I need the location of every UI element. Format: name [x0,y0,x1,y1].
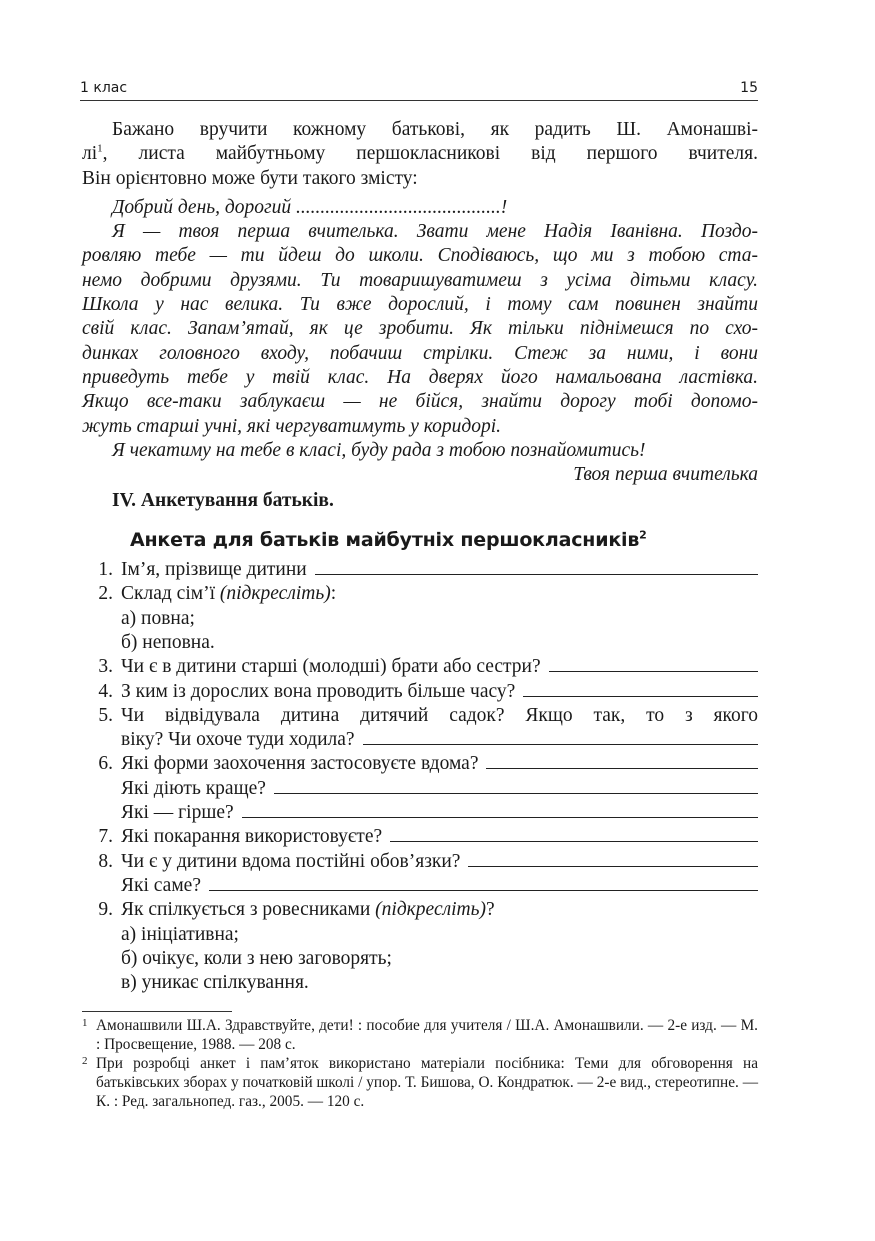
answer-line[interactable] [315,558,758,575]
letter-greeting: Добрий день, дорогий ..........................................! [112,196,508,218]
running-header [80,78,758,101]
question-2: 2. Склад сім’ї (підкресліть): [98,583,337,605]
option-item: б) неповна. [121,631,215,653]
option-item: а) повна; [121,607,195,629]
letter-line: Якщо все-таки заблукаєш — не бійся, знайти дорогу тобі допомо- [82,391,758,413]
letter-line: динках головного входу, побачиш стрілки. Стеж за ними, і вони [82,342,758,364]
letter-line: Я — твоя перша вчителька. Звати мене Надія Іванівна. Поздо- [112,221,758,243]
intro-line-3: Він орієнтовно може бути такого змісту: [82,167,418,189]
option-item: в) уникає спілкування. [121,972,309,994]
answer-line[interactable] [549,655,758,672]
letter-line: свій клас. Запам’ятай, як це зробити. Як тільки піднімешся по схо- [82,318,758,340]
footnote-ref-2: 2 [639,528,647,542]
question-9: 9. Як спілкується з ровесниками (підкресліть)? [98,899,495,921]
answer-line[interactable] [523,680,758,697]
question-5-cont: віку? Чи охоче туди ходила? [82,728,758,752]
letter-line: Школа у нас велика. Ти вже дорослий, і тому сам повинен знайти [82,294,758,316]
question-6: 6. Які форми заохочення застосовуєте вдома? [82,752,758,776]
question-8-cont: Які саме? [82,874,758,898]
answer-line[interactable] [486,752,758,769]
question-4: 4. З ким із дорослих вона проводить більше часу? [82,680,758,704]
question-6-cont: Які діють краще? [82,777,758,801]
answer-line[interactable] [390,825,758,842]
option-item: а) ініціативна; [121,923,239,945]
letter-line: жуть старші учні, які чергуватимуть у коридорі. [82,415,502,437]
letter-closing: Я чекатиму на тебе в класі, буду рада з тобою познайомитись! [112,439,646,461]
answer-line[interactable] [274,777,758,794]
answer-line[interactable] [363,728,758,745]
header-chapter: 1 клас [80,80,128,96]
survey-title: Анкета для батьків майбутніх першокласників$^2$ [130,528,647,551]
footnote-1: 1 Амонашвили Ш.А. Здравствуйте, дети! : пособие для учителя / Ш.А. Амонашвили. — 2-е изд. — М. : Просвещение, 1988. — 208 с. [82,1017,758,1054]
intro-line-2: $лі^1$, листа майбутньому першокласникові від першого вчителя. [82,142,758,165]
answer-line[interactable] [242,801,758,818]
footnote-2: 2 При розробці анкет і пам’яток використано матеріали посібника: Теми для обговорення на батьківських зборах у початковій школі / упор. Т. Бишова, О. Кондратюк. — 2-е вид., стереотипне. — К. : Ред. загальнопед. газ., 2005. — 120 с. [82,1055,758,1111]
question-5: 5. Чи відвідувала дитина дитячий садок? Якщо так, то з якого [98,704,758,726]
letter-line: ровляю тебе — ти йдеш до школи. Сподіваюсь, що ми з тобою ста- [82,245,758,267]
question-6-cont: Які — гірше? [82,801,758,825]
page-body [82,118,758,1111]
footnote-divider [82,1011,232,1012]
letter-line: немо добрими друзями. Ти товаришуватимеш з усіма дітьми класу. [82,269,758,291]
question-7: 7. Які покарання використовуєте? [82,825,758,849]
section-heading: IV. Анкетування батьків. [112,490,334,512]
answer-line[interactable] [209,874,758,891]
footnote-ref-1: 1 [97,142,103,155]
question-8: 8. Чи є у дитини вдома постійні обов’язки? [82,850,758,874]
question-3: 3. Чи є в дитини старші (молодші) брати або сестри? [82,655,758,679]
answer-line[interactable] [468,850,758,867]
option-item: б) очікує, коли з нею заговорять; [121,947,392,969]
question-1: 1. Ім’я, прізвище дитини [82,558,758,582]
letter-signature: Твоя перша вчителька [573,464,758,486]
intro-line-1: Бажано вручити кожному батькові, як радить Ш. Амонашві- [112,119,758,140]
letter-line: приведуть тебе у твій клас. На дверях його намальована ластівка. [82,366,758,388]
page-number: 15 [740,80,758,96]
letter-block [82,196,758,488]
